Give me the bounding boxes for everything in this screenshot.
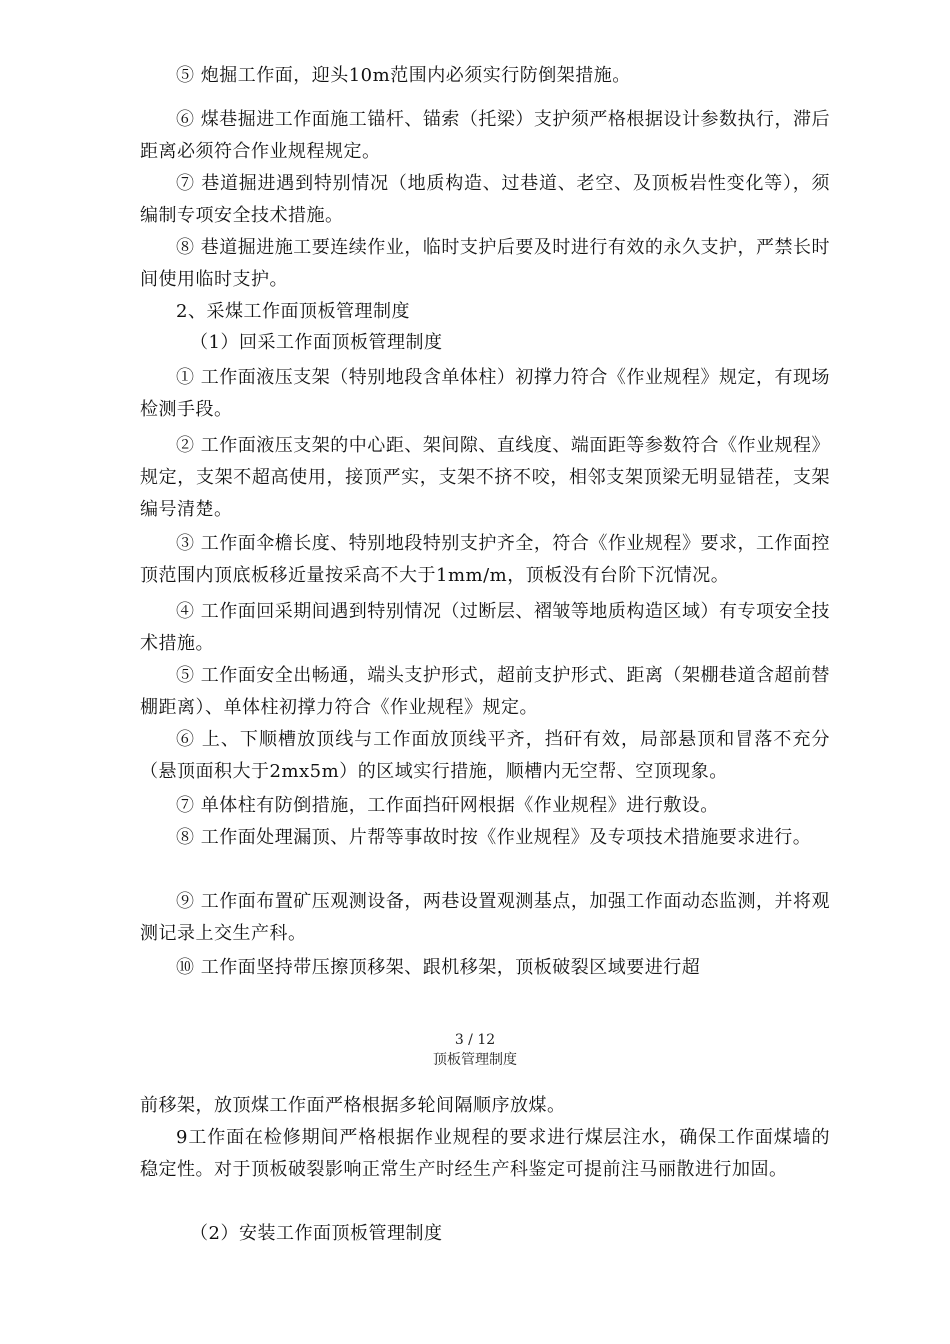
paragraph-item-5: ⑤ 炮掘工作面，迎头10m范围内必须实行防倒架措施。: [176, 65, 631, 86]
paragraph-support-6: ⑥ 上、下顺槽放顶线与工作面放顶线平齐，挡矸有效，局部悬顶和冒落不充分（悬顶面积大于2mx5m）的区域实行措施，顺槽内无空帮、空顶现象。: [140, 729, 830, 782]
paragraph-item-8: ⑧ 巷道掘进施工要连续作业，临时支护后要及时进行有效的永久支护，严禁长时间使用临时支护。: [140, 237, 830, 290]
paragraph-support-9: ⑨ 工作面布置矿压观测设备，两巷设置观测基点，加强工作面动态监测，并将观测记录上交生产科。: [140, 891, 830, 944]
subsection-heading-1: （1）回采工作面顶板管理制度: [190, 332, 443, 353]
paragraph-item-9: 9工作面在检修期间严格根据作业规程的要求进行煤层注水，确保工作面煤墙的稳定性。对于顶板破裂影响正常生产时经生产科鉴定可提前注马丽散进行加固。: [140, 1127, 830, 1180]
subsection-heading-2: （2）安装工作面顶板管理制度: [190, 1223, 443, 1244]
paragraph-support-2: ② 工作面液压支架的中心距、架间隙、直线度、端面距等参数符合《作业规程》规定，支架不超高使用，接顶严实，支架不挤不咬，相邻支架顶梁无明显错茬，支架编号清楚。: [140, 435, 830, 520]
footer-doc-title: 顶板管理制度: [433, 1052, 517, 1068]
paragraph-support-1: ① 工作面液压支架（特别地段含单体柱）初撑力符合《作业规程》规定，有现场检测手段。: [140, 367, 830, 420]
paragraph-continued: 前移架，放顶煤工作面严格根据多轮间隔顺序放煤。: [140, 1095, 566, 1116]
paragraph-support-4: ④ 工作面回采期间遇到特别情况（过断层、褶皱等地质构造区域）有专项安全技术措施。: [140, 601, 830, 654]
page-number: 3 / 12: [454, 1032, 496, 1048]
paragraph-item-6: ⑥ 煤巷掘进工作面施工锚杆、锚索（托梁）支护须严格根据设计参数执行，滞后距离必须符合作业规程规定。: [140, 109, 830, 162]
paragraph-support-7: ⑦ 单体柱有防倒措施，工作面挡矸网根据《作业规程》进行敷设。: [176, 795, 719, 816]
paragraph-support-10: ⑩ 工作面坚持带压擦顶移架、跟机移架，顶板破裂区域要进行超: [176, 957, 701, 978]
paragraph-support-5: ⑤ 工作面安全出畅通，端头支护形式，超前支护形式、距离（架棚巷道含超前替棚距离）、单体柱初撑力符合《作业规程》规定。: [140, 665, 830, 718]
paragraph-item-7: ⑦ 巷道掘进遇到特别情况（地质构造、过巷道、老空、及顶板岩性变化等），须编制专项安全技术措施。: [140, 173, 830, 226]
section-heading-2: 2、采煤工作面顶板管理制度: [176, 301, 410, 322]
paragraph-support-3: ③ 工作面伞檐长度、特别地段特别支护齐全，符合《作业规程》要求，工作面控顶范围内顶底板移近量按采高不大于1mm/m，顶板没有台阶下沉情况。: [140, 533, 830, 586]
paragraph-support-8: ⑧ 工作面处理漏顶、片帮等事故时按《作业规程》及专项技术措施要求进行。: [176, 827, 812, 848]
